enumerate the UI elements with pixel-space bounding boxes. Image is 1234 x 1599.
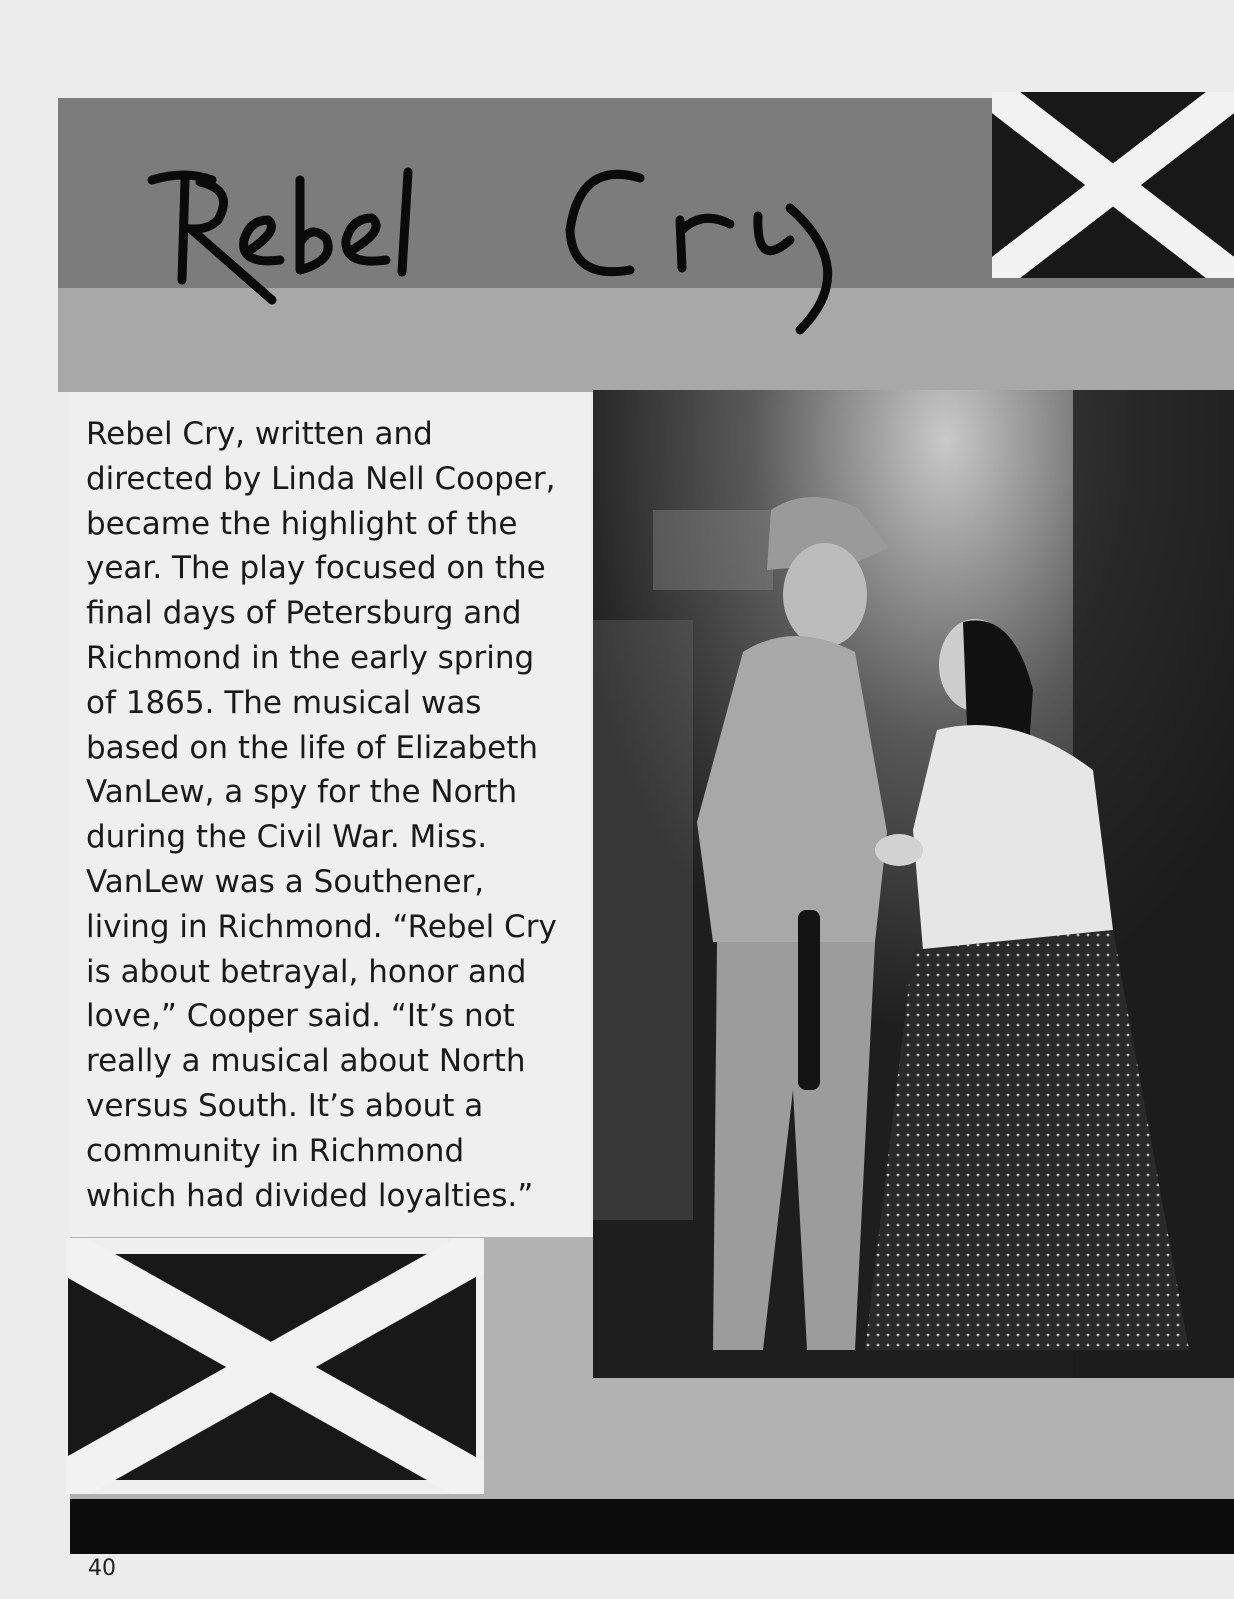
- stage-photo: [593, 390, 1234, 1378]
- article-body: Rebel Cry, written and directed by Linda Nell Cooper, became the highlight of the year. The play focused on the final days of Petersburg and Richmond in the early spring of 1865. The musical was based on the life of Elizabeth VanLew, a spy for the North during the Civil War. Miss. VanLew was a Southener, living in Richmond. “Rebel Cry is about betrayal, honor and love,” Cooper said. “It’s not really a musical about North versus South. It’s about a community in Richmond which had divided loyalties.”: [86, 416, 557, 1214]
- saltire-flag-icon: [992, 92, 1234, 278]
- title-lettering: [140, 120, 880, 360]
- footer-bar: [70, 1499, 1234, 1554]
- saltire-flag-icon: [66, 1238, 484, 1494]
- page-number: 40: [88, 1556, 116, 1581]
